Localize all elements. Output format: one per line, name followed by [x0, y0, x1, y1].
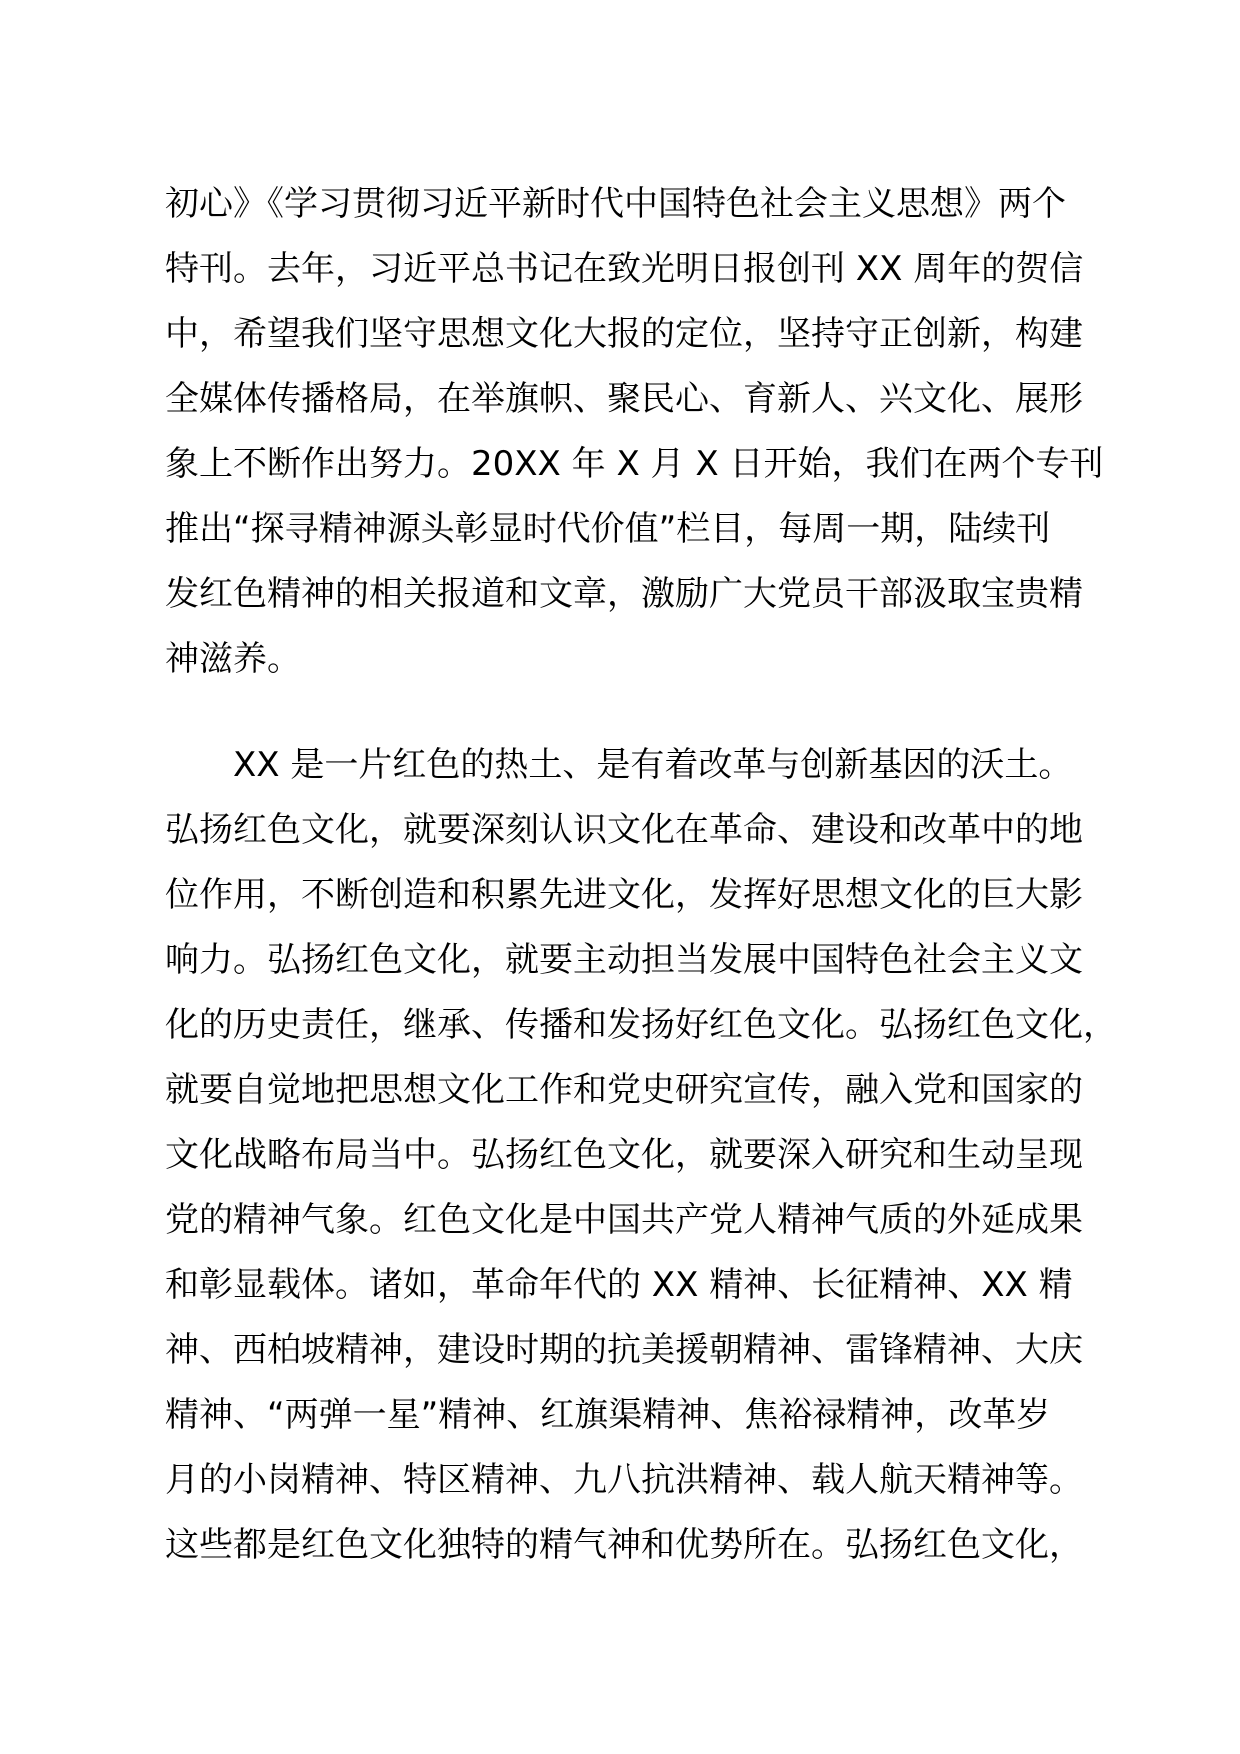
paragraph-line: 特刊。去年，习近平总书记在致光明日报创刊 XX 周年的贺信 [165, 249, 1084, 289]
paragraph-line: 党的精神气象。红色文化是中国共产党人精神气质的外延成果 [165, 1200, 1083, 1240]
paragraph-line: 精神、“两弹一星”精神、红旗渠精神、焦裕禄精神，改革岁 [165, 1395, 1051, 1435]
paragraph-line: 弘扬红色文化，就要深刻认识文化在革命、建设和改革中的地 [165, 810, 1083, 850]
paragraph-line: 化的历史责任，继承、传播和发扬好红色文化。弘扬红色文化， [165, 1005, 1117, 1045]
paragraph-line: 这些都是红色文化独特的精气神和优势所在。弘扬红色文化， [165, 1525, 1083, 1565]
paragraph-line: 象上不断作出努力。20XX 年 X 月 X 日开始，我们在两个专刊 [165, 444, 1104, 484]
paragraph-line: 位作用，不断创造和积累先进文化，发挥好思想文化的巨大影 [165, 875, 1083, 915]
paragraph-line: 全媒体传播格局，在举旗帜、聚民心、育新人、兴文化、展形 [165, 379, 1083, 419]
paragraph-line: 就要自觉地把思想文化工作和党史研究宣传，融入党和国家的 [165, 1070, 1083, 1110]
paragraph-line: 神、西柏坡精神，建设时期的抗美援朝精神、雷锋精神、大庆 [165, 1330, 1083, 1370]
paragraph-1 [165, 172, 1104, 692]
paragraph-line: 神滋养。 [165, 639, 301, 679]
paragraph-line: XX 是一片红色的热土、是有着改革与创新基因的沃土。 [233, 745, 1073, 785]
paragraph-line: 中，希望我们坚守思想文化大报的定位，坚持守正创新，构建 [165, 314, 1083, 354]
paragraph-line: 和彰显载体。诸如，革命年代的 XX 精神、长征精神、XX 精 [165, 1265, 1073, 1305]
paragraph-line: 响力。弘扬红色文化，就要主动担当发展中国特色社会主义文 [165, 940, 1083, 980]
paragraph-line: 发红色精神的相关报道和文章，激励广大党员干部汲取宝贵精 [165, 574, 1083, 614]
paragraph-line: 推出“探寻精神源头彰显时代价值”栏目，每周一期，陆续刊 [165, 509, 1051, 549]
paragraph-line: 初心》《学习贯彻习近平新时代中国特色社会主义思想》两个 [165, 184, 1066, 224]
paragraph-2 [165, 733, 1117, 1578]
paragraph-line: 月的小岗精神、特区精神、九八抗洪精神、载人航天精神等。 [165, 1460, 1083, 1500]
paragraph-line: 文化战略布局当中。弘扬红色文化，就要深入研究和生动呈现 [165, 1135, 1083, 1175]
